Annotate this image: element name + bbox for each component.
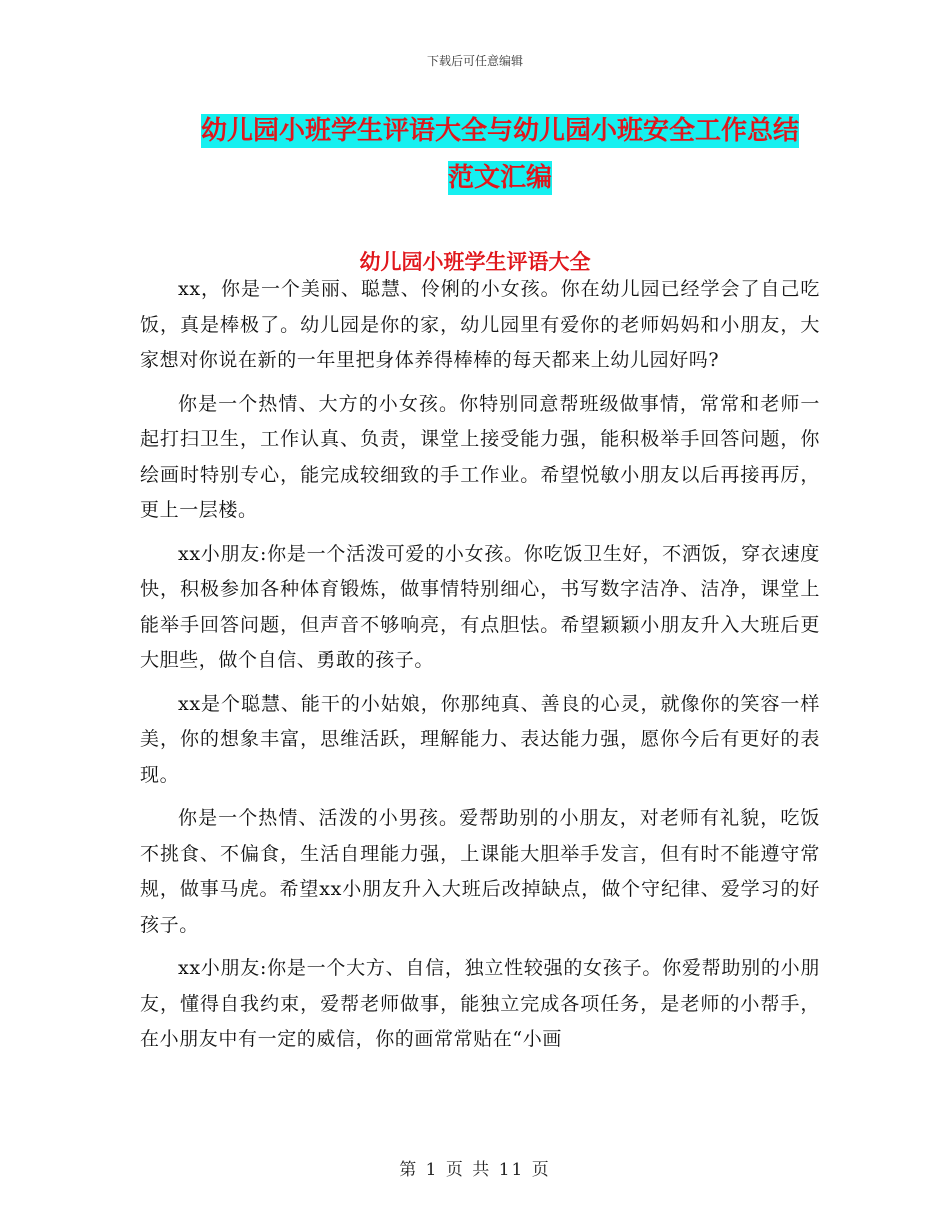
document-body xyxy=(140,272,820,1066)
paragraph: xx是个聪慧、能干的小姑娘，你那纯真、善良的心灵，就像你的笑容一样美，你的想象丰富，思维活跃，理解能力、表达能力强，愿你今后有更好的表现。 xyxy=(140,692,820,786)
paragraph: xx小朋友:你是一个大方、自信，独立性较强的女孩子。你爱帮助别的小朋友，懂得自我约束，爱帮老师做事，能独立完成各项任务，是老师的小帮手，在小朋友中有一定的威信，你的画常常贴在“小画 xyxy=(140,957,820,1050)
document-title-line-1: 幼儿园小班学生评语大全与幼儿园小班安全工作总结 xyxy=(200,116,799,146)
paragraph: xx小朋友:你是一个活泼可爱的小女孩。你吃饭卫生好，不洒饭，穿衣速度快，积极参加各种体育锻炼，做事情特别细心，书写数字洁净、洁净，课堂上能举手回答问题，但声音不够响亮，有点胆怯。希望颖颖小朋友升入大班后更大胆些，做个自信、勇敢的孩子。 xyxy=(140,542,820,671)
section-title: 幼儿园小班学生评语大全 xyxy=(359,250,591,274)
paragraph: xx，你是一个美丽、聪慧、伶俐的小女孩。你在幼儿园已经学会了自己吃饭，真是棒极了。幼儿园是你的家，幼儿园里有爱你的老师妈妈和小朋友，大家想对你说在新的一年里把身体养得棒棒的每天都来上幼儿园好吗? xyxy=(140,278,820,371)
paragraph: 你是一个热情、活泼的小男孩。爱帮助别的小朋友，对老师有礼貌，吃饭不挑食、不偏食，生活自理能力强，上课能大胆举手发言，但有时不能遵守常规，做事马虎。希望xx小朋友升入大班后改掉缺点，做个守纪律、爱学习的好孩子。 xyxy=(140,807,820,936)
header-note: 下载后可任意编辑 xyxy=(426,54,523,68)
document-title-line-2: 范文汇编 xyxy=(447,163,552,193)
page-number: 第 1 页 共 11 页 xyxy=(399,1160,551,1180)
document-title xyxy=(140,108,860,202)
paragraph: 你是一个热情、大方的小女孩。你特别同意帮班级做事情，常常和老师一起打扫卫生，工作认真、负责，课堂上接受能力强，能积极举手回答问题，你绘画时特别专心，能完成较细致的手工作业。希望悦敏小朋友以后再接再厉，更上一层楼。 xyxy=(140,392,820,521)
